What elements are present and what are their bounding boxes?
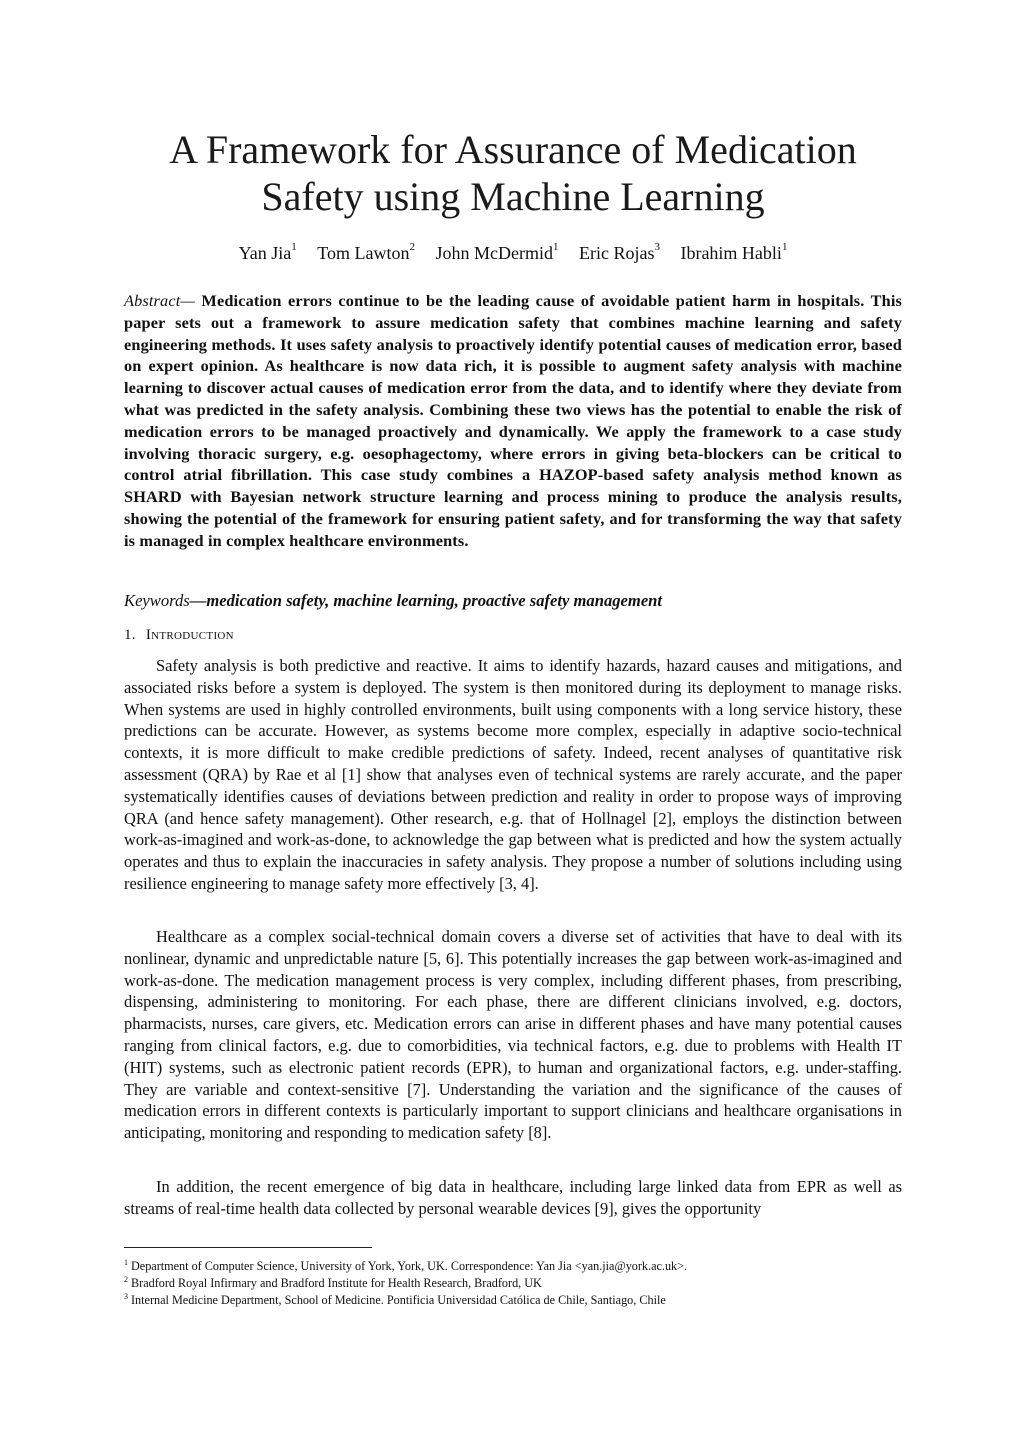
body-paragraph: In addition, the recent emergence of big data in healthcare, including large linked data from EPR as well as streams of real-time health data collected by personal wearable devices [9], gives the opportunity	[124, 1177, 902, 1218]
footnote-divider	[124, 1247, 372, 1248]
footnote	[124, 1258, 902, 1275]
keywords	[124, 591, 902, 611]
footnote-mark: 1	[124, 1257, 128, 1267]
section-title: Introduction	[145, 627, 234, 643]
paper-title: A Framework for Assurance of Medication Safety using Machine Learning	[169, 127, 857, 219]
author-list	[124, 243, 902, 264]
abstract	[124, 290, 902, 552]
author-affiliation-mark: 1	[552, 241, 559, 253]
author-affiliation-mark: 3	[654, 241, 660, 253]
author-name: Yan Jia	[238, 243, 292, 263]
author-name: John McDermid	[435, 243, 553, 263]
keywords-dash: —	[189, 591, 207, 610]
author	[579, 243, 660, 263]
keywords-text: medication safety, machine learning, proactive safety management	[206, 591, 663, 610]
section-number: 1.	[124, 627, 136, 643]
section-heading-introduction	[124, 627, 234, 644]
author	[435, 243, 558, 263]
footnote-mark: 2	[124, 1274, 128, 1284]
footnote-text: Department of Computer Science, University of York, York, UK. Correspondence: Yan Jia <yan.jia@york.ac.uk>.	[131, 1259, 688, 1273]
author	[317, 243, 415, 263]
abstract-dash: —	[180, 291, 202, 310]
footnotes	[124, 1258, 902, 1309]
footnote	[124, 1292, 902, 1309]
author-affiliation-mark: 2	[409, 241, 415, 253]
author-name: Ibrahim Habli	[680, 243, 782, 263]
author-name: Tom Lawton	[317, 243, 410, 263]
author	[680, 243, 787, 263]
abstract-text: Medication errors continue to be the leading cause of avoidable patient harm in hospitals. This paper sets out a framework to assure medication safety that combines machine learning and safety engineering methods. It uses safety analysis to proactively identify potential causes of medication error, based on expert opinion. As healthcare is now data rich, it is possible to augment safety analysis with machine learning to discover actual causes of medication error from the data, and to identify where they deviate from what was predicted in the safety analysis. Combining these two views has the potential to enable the risk of medication errors to be managed proactively and dynamically. We apply the framework to a case study involving thoracic surgery, e.g. oesophagectomy, where errors in giving beta-blockers can be critical to control atrial fibrillation. This case study combines a HAZOP-based safety analysis method known as SHARD with Bayesian network structure learning and process mining to produce the analysis results, showing the potential of the framework for ensuring patient safety, and for transforming the way that safety is managed in complex healthcare environments.	[124, 291, 902, 550]
author-affiliation-mark: 1	[781, 241, 788, 253]
author-affiliation-mark: 1	[291, 241, 297, 253]
author	[239, 243, 297, 263]
keywords-label: Keywords	[124, 591, 190, 610]
footnote-text: Internal Medicine Department, School of Medicine. Pontificia Universidad Católica de Chile, Santiago, Chile	[131, 1293, 666, 1307]
footnote-mark: 3	[124, 1291, 128, 1301]
body-paragraph: Healthcare as a complex social-technical domain covers a diverse set of activities that have to deal with its nonlinear, dynamic and unpredictable nature [5, 6]. This potentially increases the gap between work-as-imagined and work-as-done. The medication management process is very complex, including different phases, from prescribing, dispensing, administering to monitoring. For each phase, there are different clinicians involved, e.g. doctors, pharmacists, nurses, care givers, etc. Medication errors can arise in different phases and have many potential causes ranging from clinical factors, e.g. due to comorbidities, via technical factors, e.g. due to problems with Health IT (HIT) systems, such as electronic patient records (EPR), to human and organizational factors, e.g. under-staffing. They are variable and context-sensitive [7]. Understanding the variation and the significance of the causes of medication errors in different contexts is particularly important to support clinicians and healthcare organisations in anticipating, monitoring and responding to medication safety [8].	[124, 927, 902, 1143]
abstract-label: Abstract	[124, 291, 181, 310]
body-paragraph: Safety analysis is both predictive and reactive. It aims to identify hazards, hazard causes and mitigations, and associated risks before a system is deployed. The system is then monitored during its deployment to manage risks. When systems are used in highly controlled environments, built using components with a long service history, these predictions can be accurate. However, as systems become more complex, especially in adaptive socio-technical contexts, it is more difficult to make credible predictions of safety. Indeed, recent analyses of quantitative risk assessment (QRA) by Rae et al [1] show that analyses even of technical systems are rarely accurate, and the paper systematically identifies causes of deviations between prediction and reality in order to propose ways of improving QRA (and hence safety management). Other research, e.g. that of Hollnagel [2], employs the distinction between work-as-imagined and work-as-done, to acknowledge the gap between what is predicted and how the system actually operates and thus to explain the inaccuracies in safety analysis. They propose a number of solutions including using resilience engineering to manage safety more effectively [3, 4].	[124, 656, 902, 893]
footnote-text: Bradford Royal Infirmary and Bradford Institute for Health Research, Bradford, UK	[131, 1276, 542, 1290]
footnote	[124, 1275, 902, 1292]
author-name: Eric Rojas	[578, 243, 655, 263]
